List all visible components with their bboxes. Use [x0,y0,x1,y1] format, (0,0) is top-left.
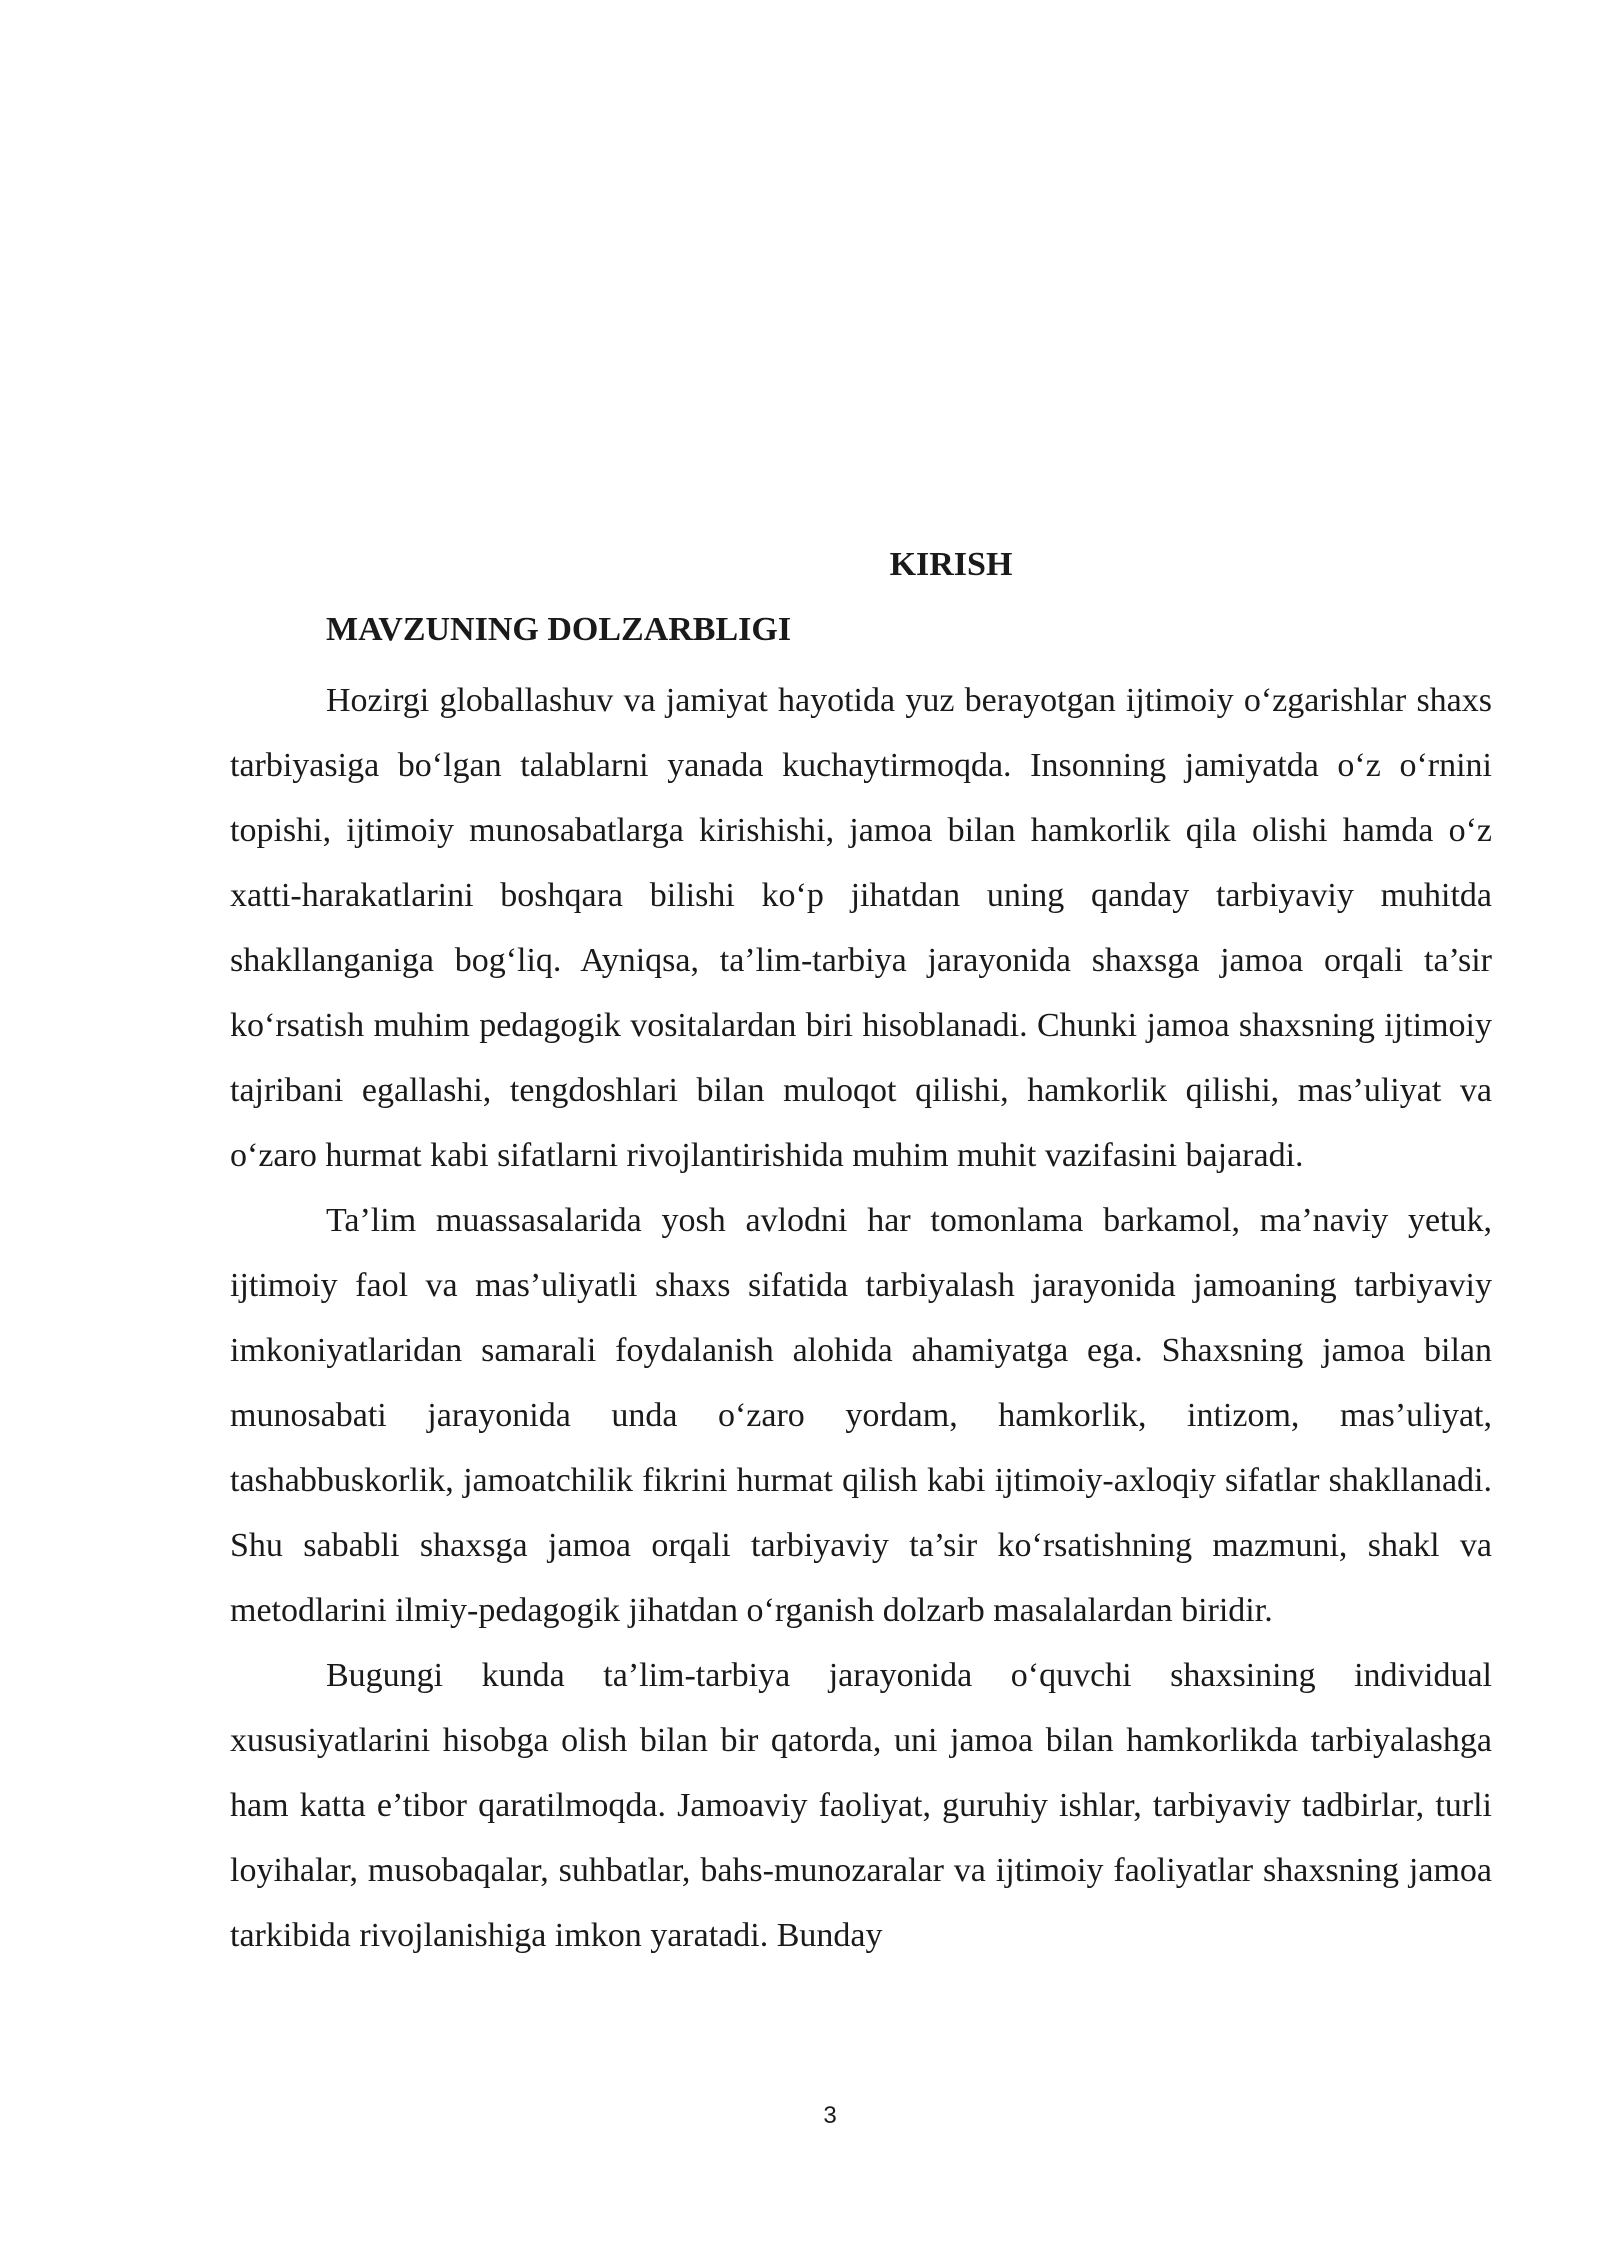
section-title: KIRISH [889,546,1013,583]
section-subtitle: MAVZUNING DOLZARBLIGI [326,611,792,648]
paragraph-2: Ta’lim muassasalarida yosh avlodni har tomonlama barkamol, ma’naviy yetuk, ijtimoiy faol va mas’uliyatli shaxs sifatida tarbiyalash jarayonida jamoaning tarbiyaviy imkoniyatlaridan samarali foydalanish alohida ahamiyatga ega. Shaxsning jamoa bilan munosabati jarayonida unda o‘zaro yordam, hamkorlik, intizom, mas’uliyat, tashabbuskorlik, jamoatchilik fikrini hurmat qilish kabi ijtimoiy-axloqiy sifatlar shakllanadi. Shu sababli shaxsga jamoa orqali tarbiyaviy ta’sir ko‘rsatishning mazmuni, shakl va metodlarini ilmiy-pedagogik jihatdan o‘rganish dolzarb masalalardan biridir. [230,1202,1492,1629]
page-number: 3 [823,2102,837,2129]
paragraph-1: Hozirgi globallashuv va jamiyat hayotida yuz berayotgan ijtimoiy o‘zgarishlar shaxs tarbiyasiga bo‘lgan talablarni yanada kuchaytirmoqda. Insonning jamiyatda o‘z o‘rnini topishi, ijtimoiy munosabatlarga kirishishi, jamoa bilan hamkorlik qila olishi hamda o‘z xatti-harakatlarini boshqara bilishi ko‘p jihatdan uning qanday tarbiyaviy muhitda shakllanganiga bog‘liq. Ayniqsa, ta’lim-tarbiya jarayonida shaxsga jamoa orqali ta’sir ko‘rsatish muhim pedagogik vositalardan biri hisoblanadi. Chunki jamoa shaxsning ijtimoiy tajribani egallashi, tengdoshlari bilan muloqot qilishi, hamkorlik qilishi, mas’uliyat va o‘zaro hurmat kabi sifatlarni rivojlantirishida muhim muhit vazifasini bajaradi. [230,682,1492,1174]
text-block [230,538,1492,1968]
paragraph-3: Bugungi kunda ta’lim-tarbiya jarayonida o‘quvchi shaxsining individual xususiyatlarini hisobga olish bilan bir qatorda, uni jamoa bilan hamkorlikda tarbiyalashga ham katta e’tibor qaratilmoqda. Jamoaviy faoliyat, guruhiy ishlar, tarbiyaviy tadbirlar, turli loyihalar, musobaqalar, suhbatlar, bahs-munozaralar va ijtimoiy faoliyatlar shaxsning jamoa tarkibida rivojlanishiga imkon yaratadi. Bunday [230,1657,1492,1954]
